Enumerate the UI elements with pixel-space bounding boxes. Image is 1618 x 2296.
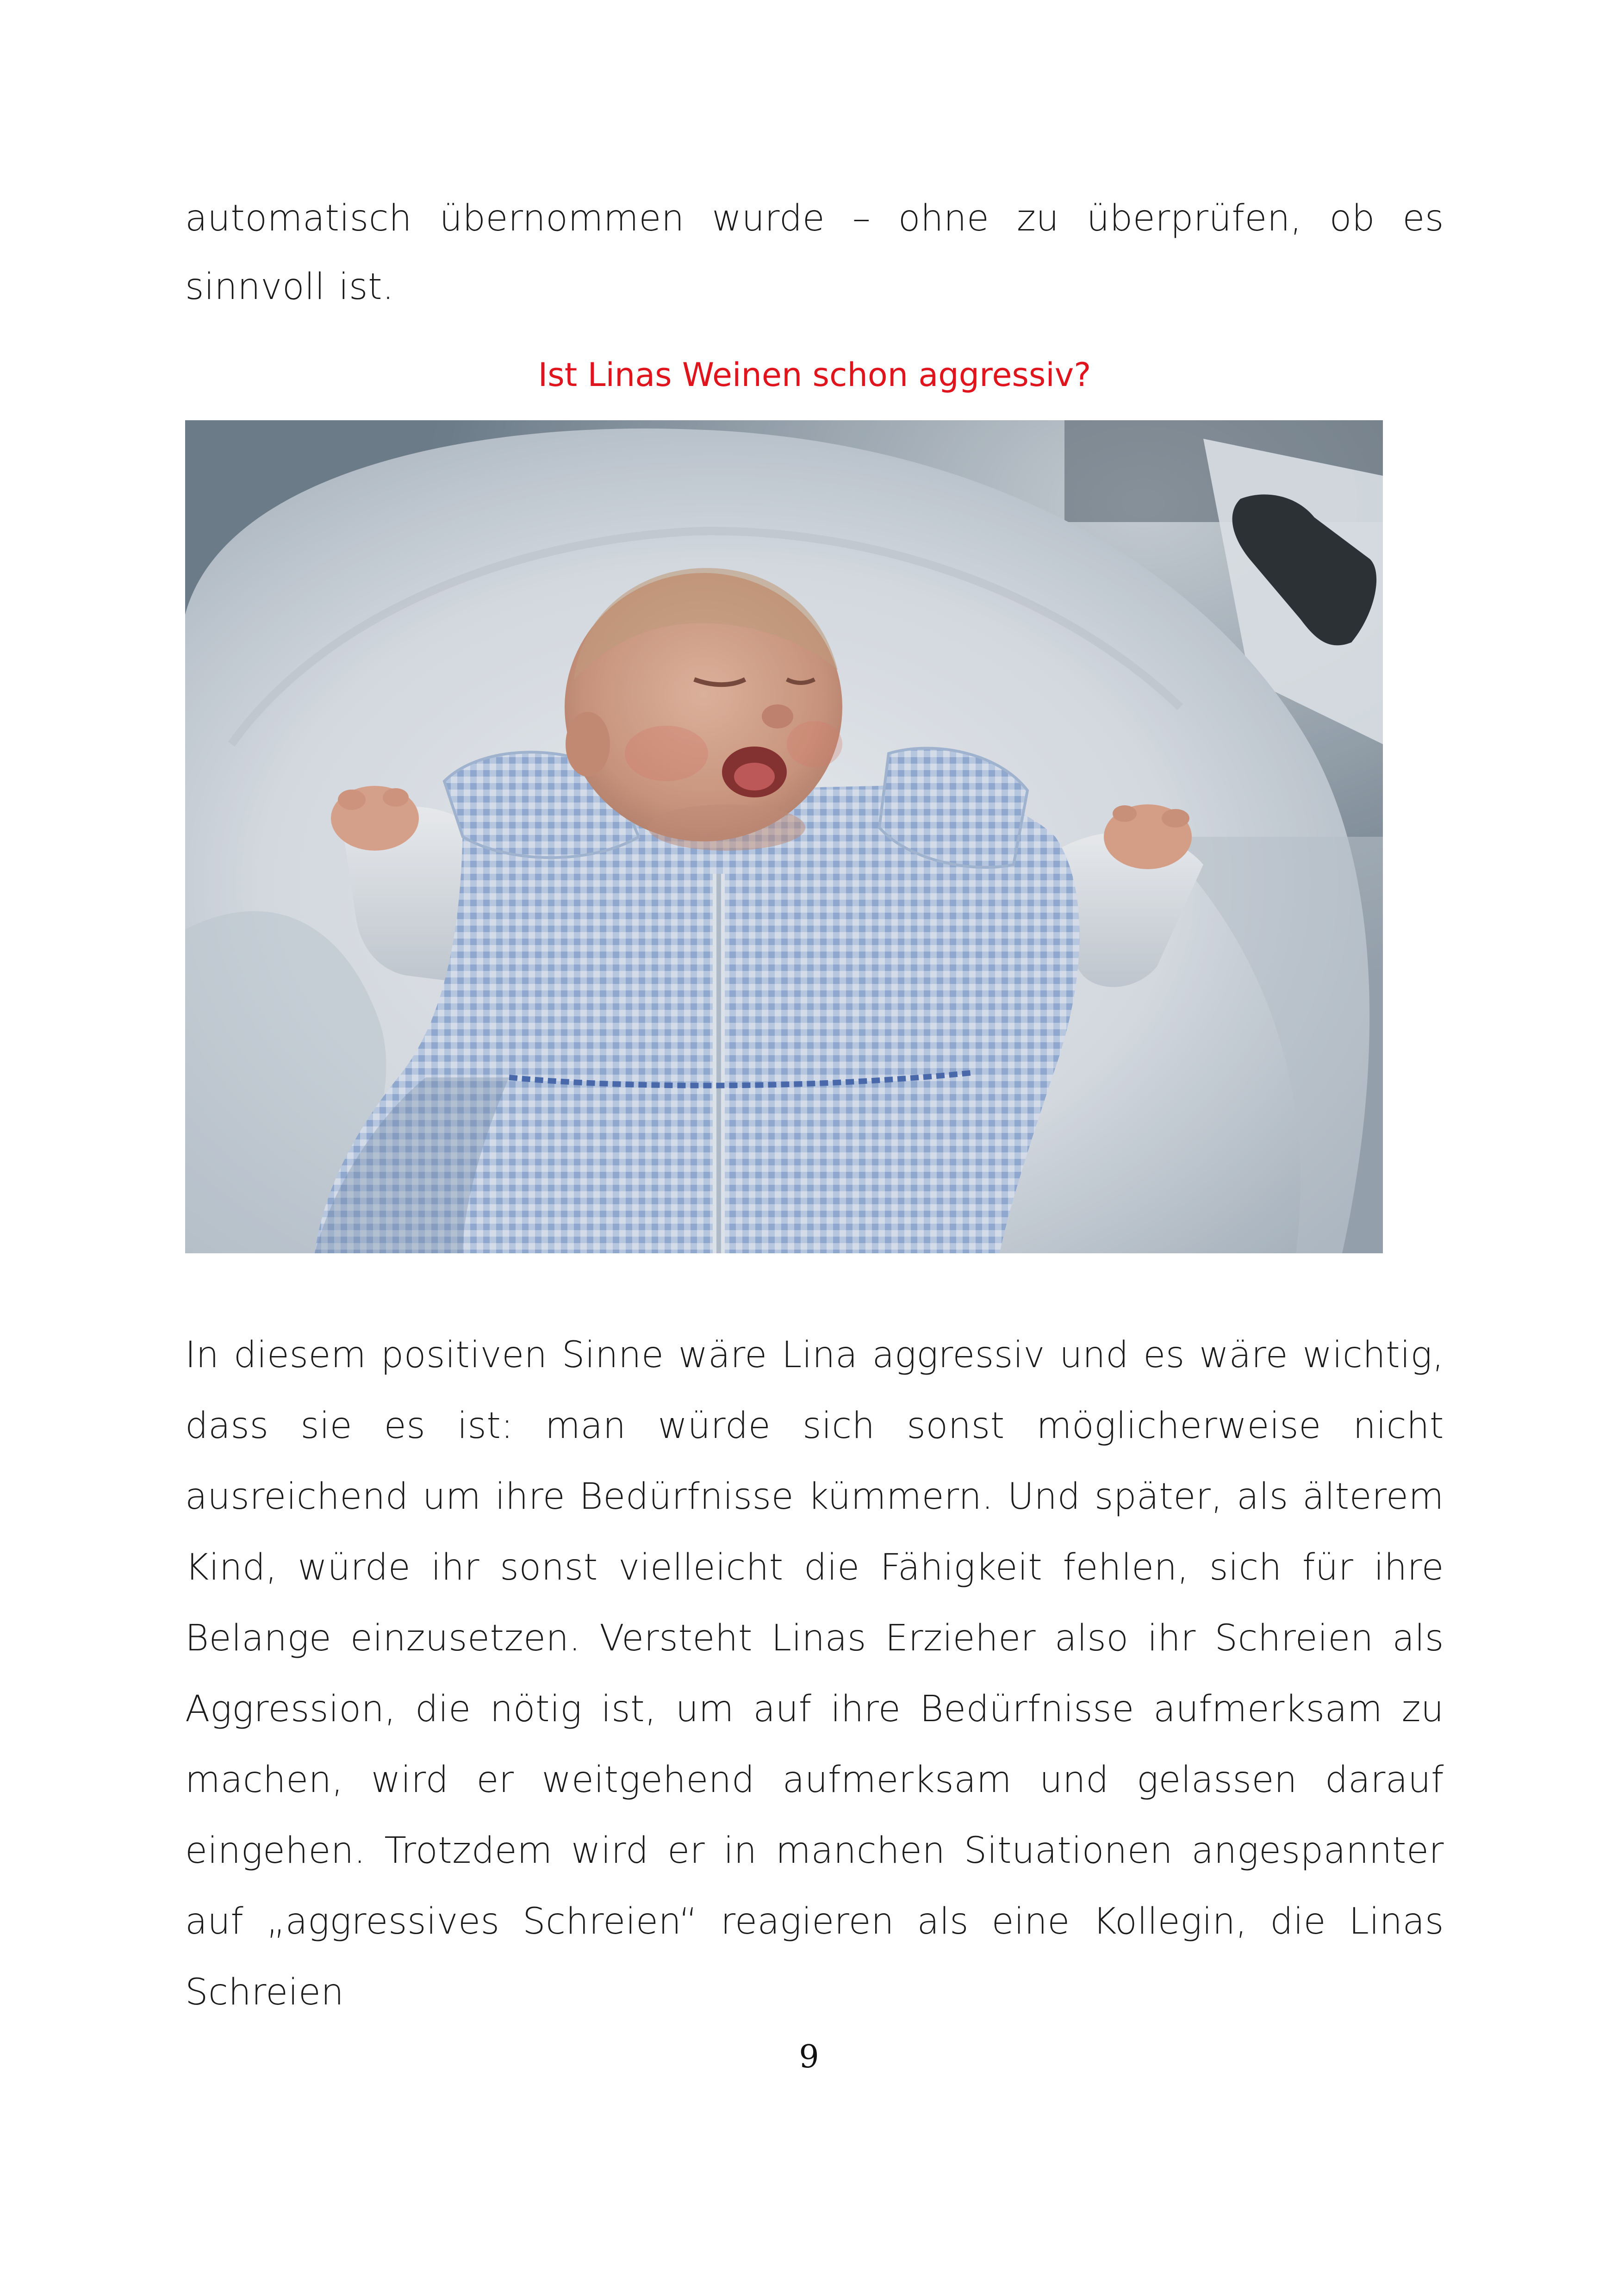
paragraph-top: automatisch übernommen wurde – ohne zu überprüfen, ob es sinnvoll ist. — [185, 198, 1444, 308]
figure-caption: Ist Linas Weinen schon aggressiv? — [538, 356, 1091, 394]
paragraph-bottom: In diesem positiven Sinne wäre Lina aggressiv und es wäre wichtig, dass sie es ist: man würde sich sonst möglicherweise nicht ausreichend um ihre Bedürfnisse kümmern. Und später, als älterem Kind, würde ihr sonst vielleicht die Fähigkeit fehlen, sich für ihre Belange einzusetzen. Versteht Linas Erzieher also ihr Schreien als Aggression, die nötig ist, um auf ihre Bedürfnisse aufmerksam zu machen, wird er weitgehend aufmerksam und gelassen darauf eingehen. Trotzdem wird er in manchen Situationen angespannter auf „aggressives Schreien“ reagieren als eine Kollegin, die Linas Schreien — [185, 1334, 1444, 2013]
baby-crying-photo — [185, 420, 1383, 1253]
page-number: 9 — [799, 2039, 819, 2075]
